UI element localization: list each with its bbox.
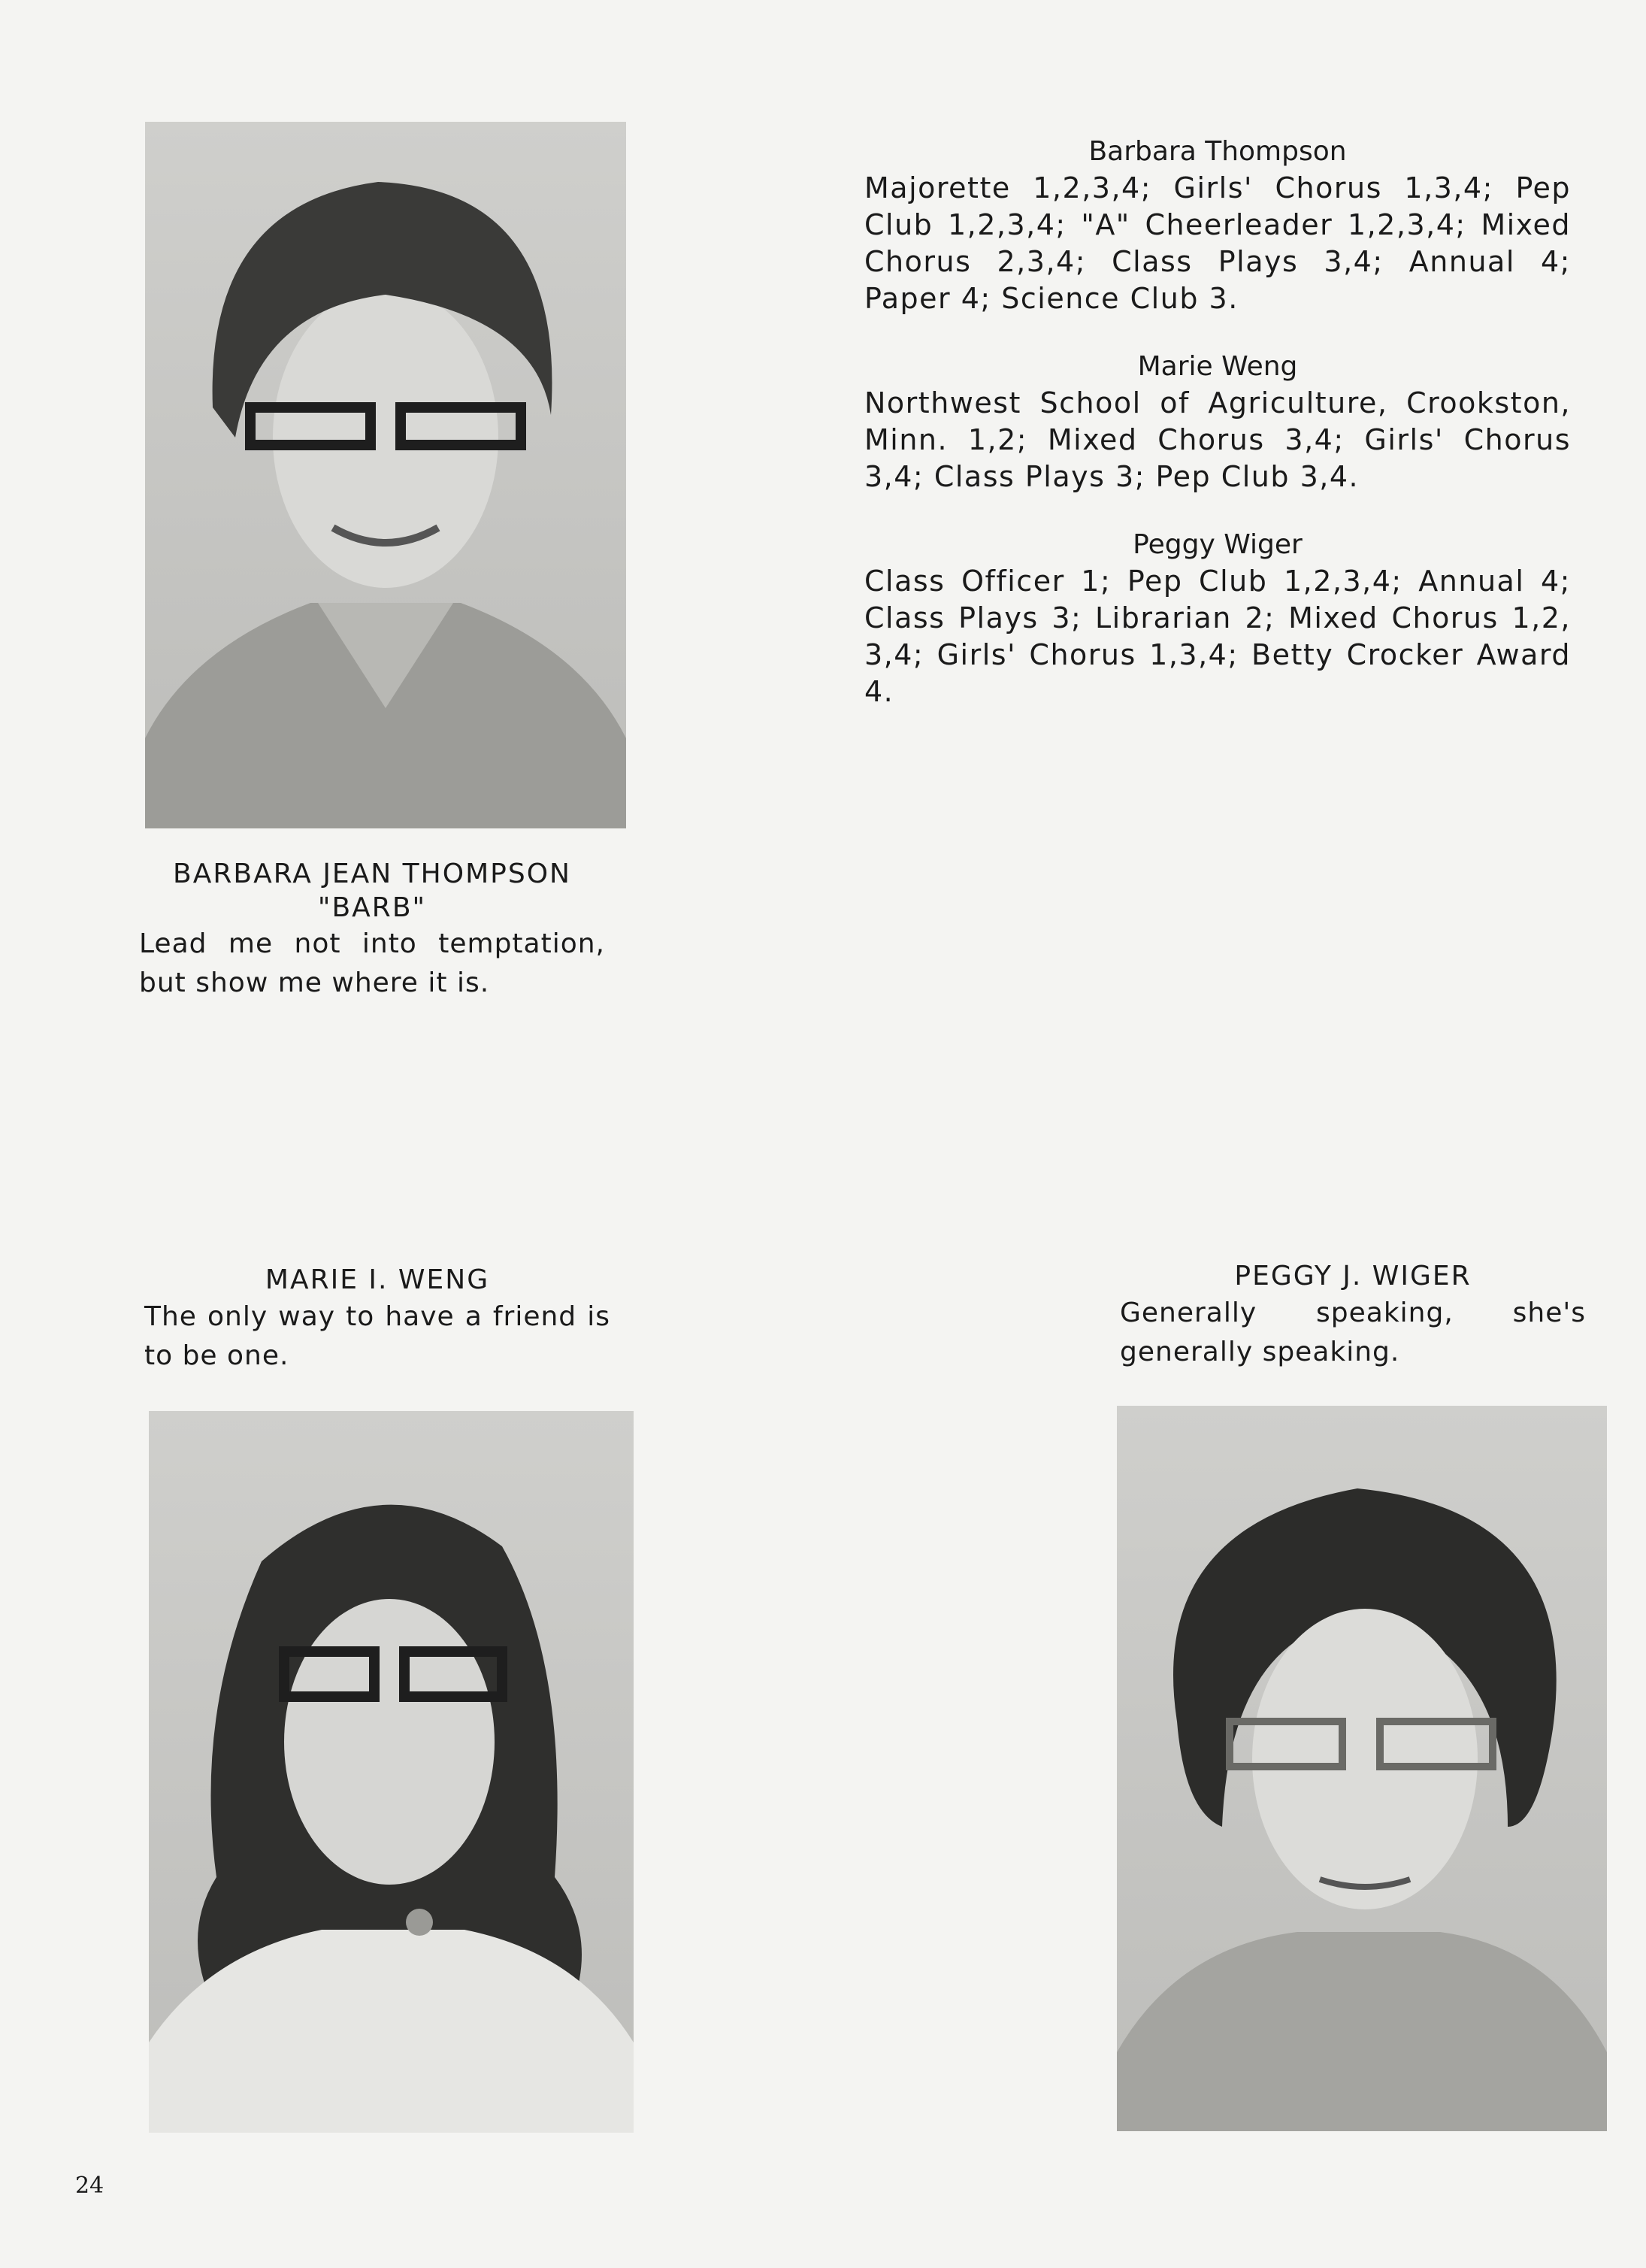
caption-barbara (139, 857, 605, 1003)
activity-name: Barbara Thompson (1088, 136, 1347, 167)
activities-list (864, 134, 1571, 742)
senior-quote: Lead me not into temptation, but show me where it is. (139, 928, 605, 998)
activity-text: Majorette 1,2,3,4; Girls' Chorus 1,3,4; Pep Club 1,2,3,4; "A" Cheerleader 1,2,3,4; Mixed Chorus 2,3,4; Class Plays 3,4; Annual 4; Paper 4; Science Club 3. (864, 171, 1571, 315)
senior-name: BARBARA JEAN THOMPSON (173, 858, 571, 889)
portrait-silhouette (1117, 1406, 1607, 2131)
senior-quote: Generally speaking, she's generally speaking. (1120, 1298, 1586, 1367)
portrait-photo-barbara (145, 122, 626, 828)
activity-entry (864, 349, 1571, 495)
portrait-photo-peggy (1117, 1406, 1607, 2131)
activity-entry (864, 527, 1571, 710)
activity-text: Northwest School of Agriculture, Crookston, Minn. 1,2; Mixed Chorus 3,4; Girls' Chorus 3,4; Class Plays 3; Pep Club 3,4. (864, 386, 1571, 493)
senior-name: PEGGY J. WIGER (1234, 1261, 1472, 1291)
activity-entry (864, 134, 1571, 317)
portrait-silhouette (149, 1411, 634, 2133)
caption-peggy (1120, 1259, 1586, 1372)
caption-marie (144, 1263, 610, 1376)
activity-text: Class Officer 1; Pep Club 1,2,3,4; Annual 4; Class Plays 3; Librarian 2; Mixed Chorus 1,2, 3,4; Girls' Chorus 1,3,4; Betty Crocker Award 4. (864, 565, 1571, 708)
activity-name: Marie Weng (1137, 351, 1298, 382)
senior-nickname: "BARB" (317, 892, 427, 923)
portrait-silhouette (145, 122, 626, 828)
activity-name: Peggy Wiger (1133, 529, 1303, 560)
senior-name: MARIE I. WENG (265, 1264, 490, 1295)
page-number: 24 (75, 2173, 104, 2199)
senior-quote: The only way to have a friend is to be one. (144, 1301, 610, 1371)
portrait-photo-marie (149, 1411, 634, 2133)
